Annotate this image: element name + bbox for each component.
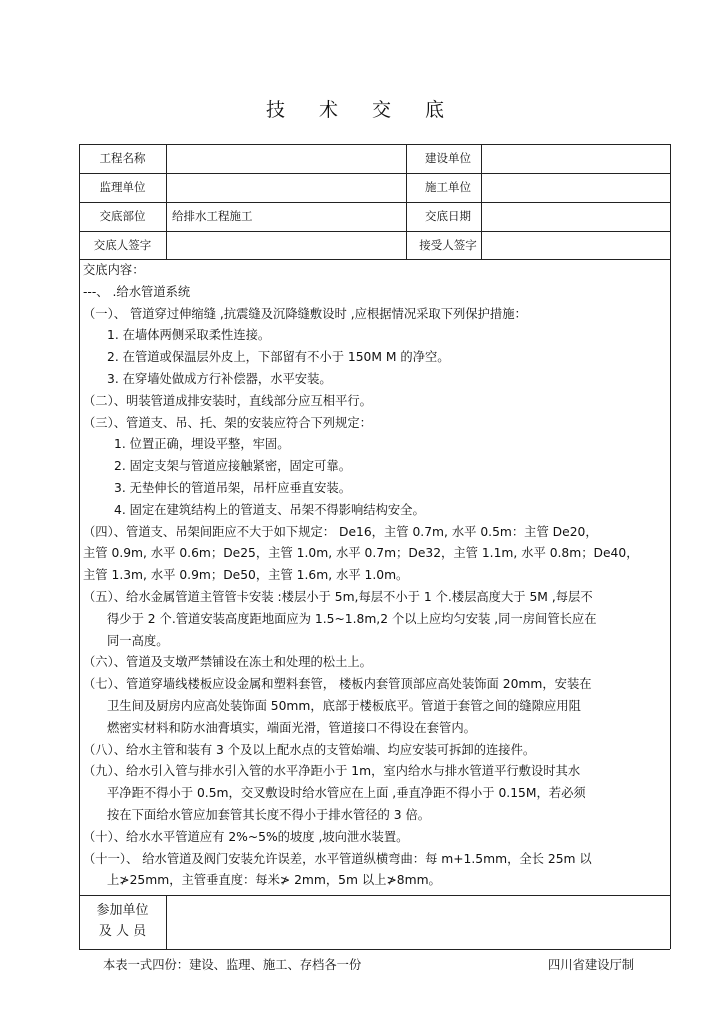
content-line: （三）、管道支、吊、托、架的安装应符合下列规定：: [83, 415, 372, 430]
content-line: （八）、给水主管和装有 3 个及以上配水点的支管始端、均应安装可拆卸的连接件。: [83, 742, 536, 757]
content-line: 主管 0.9m, 水平 0.6m；De25，主管 1.0m, 水平 0.7m；De32，主管 1.1m, 水平 0.8m；De40，: [83, 546, 639, 561]
project-name-value: [170, 144, 412, 173]
table-row-divider: [79, 895, 670, 896]
disclosure-date-value: [486, 202, 670, 231]
content-line: 2. 固定支架与管道应接触紧密，固定可靠。: [114, 459, 351, 474]
content-line: （一）、 管道穿过伸缩缝 ,抗震缝及沉降缝敷设时 ,应根据情况采取下列保护措施：: [83, 306, 527, 321]
content-line: （五）、给水金属管道主管管卡安装 :楼层小于 5m,每层不小于 1 个.楼层高度大于 5M ,每层不: [83, 589, 593, 604]
content-line: （六）、管道及支墩严禁铺设在冻土和处理的松土上。: [83, 655, 372, 670]
discloser-signature-value: [170, 231, 412, 260]
construction-unit-value: [486, 173, 670, 202]
content-line: （十）、给水水平管道应有 2%~5%的坡度 ,坡向泄水装置。: [83, 829, 409, 844]
supervision-unit-value: [170, 173, 412, 202]
content-line: 按在下面给水管应加套管其长度不得小于排水管径的 3 倍。: [107, 807, 431, 822]
content-line: 卫生间及厨房内应高处装饰面 50mm，底部于楼板底平。管道于套管之间的缝隙应用阻: [107, 698, 581, 713]
content-line: 燃密实材料和防水油膏填实，端面光滑，管道接口不得设在套管内。: [107, 720, 476, 735]
content-line: 同一高度。: [107, 633, 169, 648]
content-line: 2. 在管道或保温层外皮上，下部留有不小于 150M M 的净空。: [107, 350, 450, 365]
content-line: 平净距不得小于 0.5m，交叉敷设时给水管应在上面 ,垂直净距不得小于 0.15M，若必须: [107, 786, 586, 801]
participants-label: [79, 896, 166, 949]
participants-label-line1: 参加单位: [96, 903, 149, 918]
construction-unit-label: 施工单位: [425, 180, 471, 194]
content-line: （二）、明装管道成排安装时，直线部分应互相平行。: [83, 393, 372, 408]
page-title: 技 术 交 底: [265, 99, 459, 121]
content-line: （七）、管道穿墙线楼板应设金属和塑料套管， 楼板内套管顶部应高处装饰面 20mm，安装在: [83, 677, 592, 692]
content-line: 3. 无垫伸长的管道吊架，吊杆应垂直安装。: [114, 480, 351, 495]
header-row-project: [79, 144, 670, 173]
project-name-label: 工程名称: [99, 151, 146, 165]
header-row-supervision: [79, 173, 670, 202]
supervision-unit-label: 监理单位: [99, 180, 146, 194]
table-border-left: [79, 144, 80, 949]
disclosure-content: [83, 260, 668, 892]
table-col-divider: [166, 895, 167, 949]
content-line: （九）、给水引入管与排水引入管的水平净距小于 1m，室内给水与排水管道平行敷设时其水: [83, 764, 581, 779]
disclosure-date-label: 交底日期: [425, 209, 471, 223]
table-border-bottom: [79, 949, 670, 950]
receiver-signature-value: [486, 231, 670, 260]
content-line: 3. 在穿墙处做成方行补偿器，水平安装。: [107, 371, 332, 386]
disclosure-part-label: 交底部位: [99, 209, 146, 223]
header-row-part: [79, 202, 670, 231]
footer-note: 本表一式四份：建设、监理、施工、存档各一份: [103, 958, 362, 972]
content-heading: 交底内容：: [83, 263, 145, 277]
content-line: 1. 位置正确，埋设平整，牢固。: [114, 437, 290, 452]
discloser-signature-label: 交底人签字: [93, 238, 152, 252]
content-line: ---、 .给水管道系统: [83, 284, 191, 299]
receiver-signature-label: 接受人签字: [419, 238, 477, 252]
participants-label-line2: 及 人 员: [98, 924, 147, 939]
content-line: 上≯25mm，主管垂直度：每米≯ 2mm，5m 以上≯8mm。: [107, 873, 441, 888]
content-line: （四）、管道支、吊架间距应不大于如下规定： De16，主管 0.7m, 水平 0.5m：主管 De20，: [83, 524, 598, 539]
header-row-signatures: [79, 231, 670, 260]
disclosure-part-value: 给排水工程施工: [172, 209, 253, 223]
table-border-right: [670, 144, 671, 949]
content-line: 得少于 2 个.管道安装高度距地面应为 1.5~1.8m,2 个以上应均匀安装 ,同一房间管长应在: [107, 611, 597, 626]
content-line: 主管 1.3m, 水平 0.9m；De50，主管 1.6m, 水平 1.0m。: [83, 568, 409, 583]
client-unit-value: [486, 144, 670, 173]
footer-issuer: 四川省建设厅制: [548, 958, 635, 972]
client-unit-label: 建设单位: [425, 151, 471, 165]
content-line: （十一）、 给水管道及阀门安装允许误差，水平管道纵横弯曲：每 m+1.5mm，全长 25m 以: [83, 851, 592, 866]
content-line: 1. 在墙体两侧采取柔性连接。: [107, 328, 271, 343]
content-line: 4. 固定在建筑结构上的管道支、吊架不得影响结构安全。: [114, 502, 425, 517]
